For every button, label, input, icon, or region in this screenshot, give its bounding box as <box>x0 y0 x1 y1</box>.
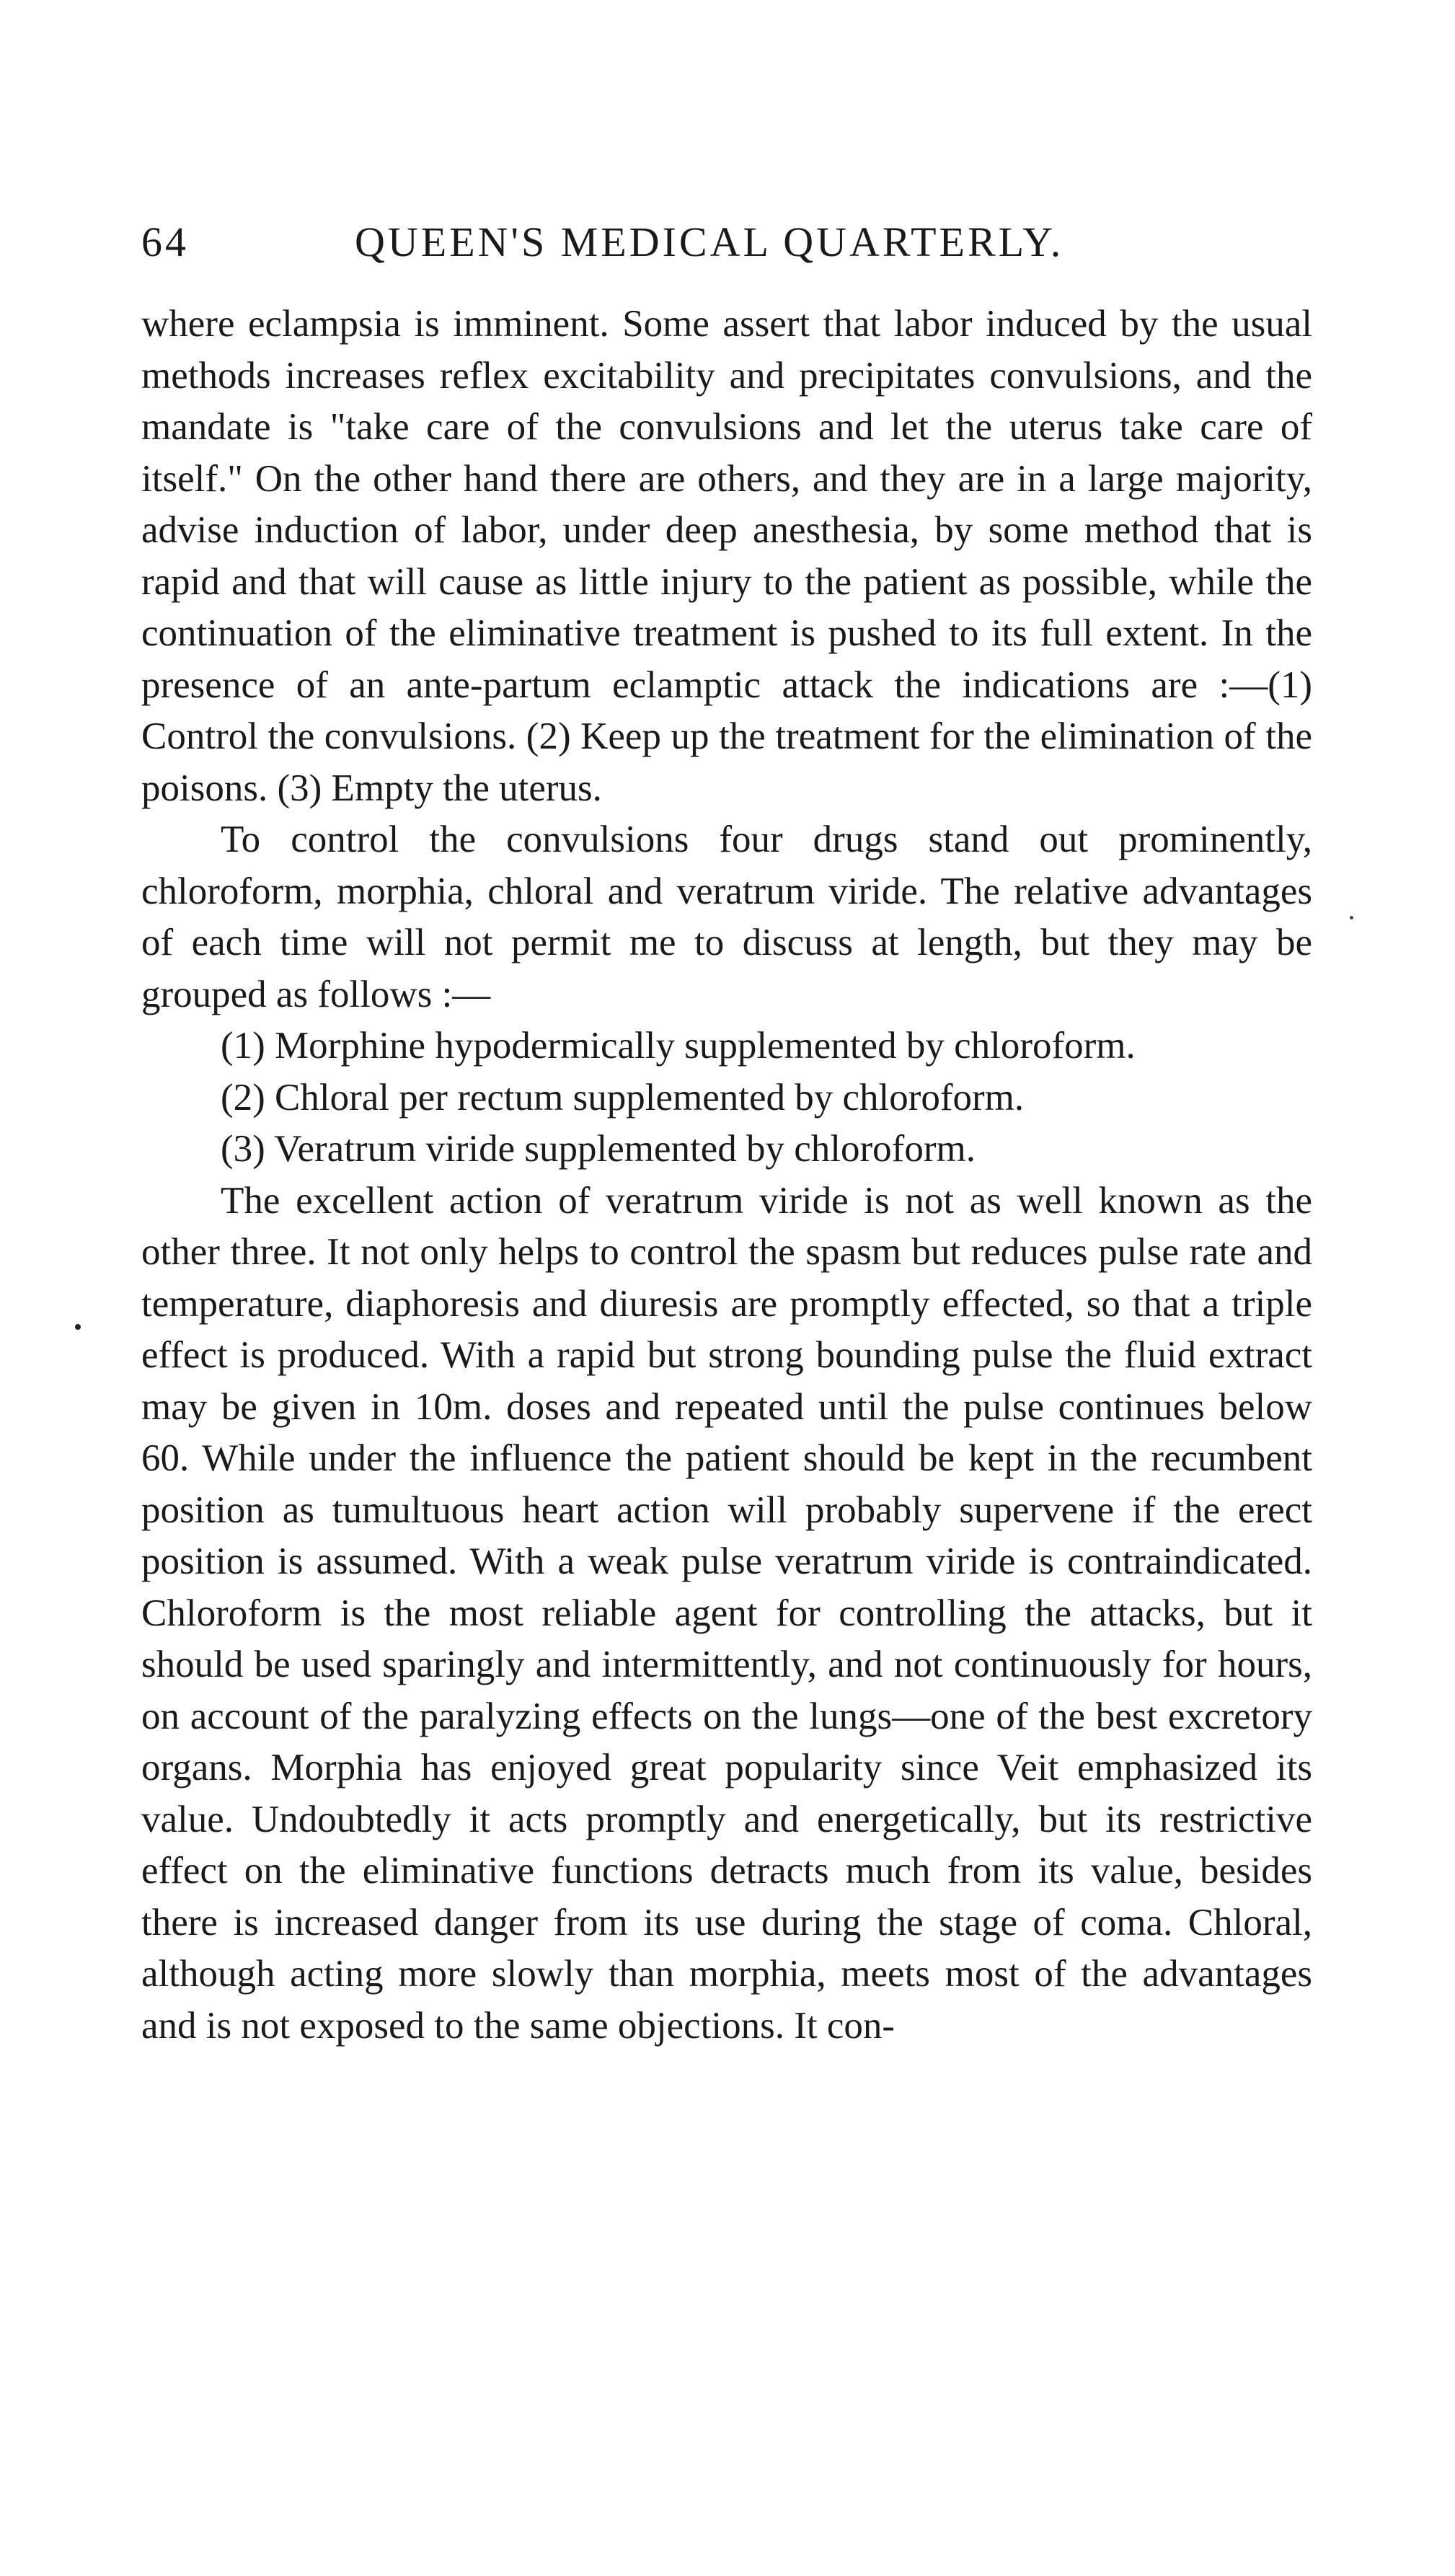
list-item: (2) Chloral per rectum supplemented by chloroform. <box>221 1076 1025 1119</box>
paragraph: where eclampsia is imminent. Some assert that labor induced by the usual methods increases reflex excitability and precipitates convulsions, and the mandate is "take care of the convulsions and let the uterus take care of itself." On the other hand there are others, and they are in a large majority, advise induction of labor, under deep anesthesia, by some method that is rapid and that will cause as little injury to the patient as possible, while the continuation of the eliminative treatment is pushed to its full extent. In the presence of an ante-partum eclamptic attack the indications are :—(1) Control the convulsions. (2) Keep up the treatment for the elimination of the poisons. (3) Empty the uterus. <box>141 303 1312 809</box>
page-number: 64 <box>141 219 189 265</box>
paragraph: The excellent action of veratrum viride is not as well known as the other three. It not only helps to control the spasm but reduces pulse rate and temperature, diaphoresis and diuresis are promptly effected, so that a triple effect is produced. With a rapid but strong bounding pulse the fluid extract may be given in 10m. doses and repeated until the pulse continues below 60. While under the influence the patient should be kept in the recumbent position as tumultuous heart action will probably supervene if the erect position is assumed. With a weak pulse veratrum viride is contraindicated. Chloroform is the most reliable agent for controlling the attacks, but it should be used sparingly and intermittently, and not continuously for hours, on account of the paralyzing effects on the lungs—one of the best excretory organs. Morphia has enjoyed great popularity since Veit emphasized its value. Undoubtedly it acts promptly and energetically, but its restrictive effect on the eliminative functions detracts much from its value, besides there is increased danger from its use during the stage of coma. Chloral, although acting more slowly than morphia, meets most of the advantages and is not exposed to the same objections. It con- <box>141 1179 1312 2047</box>
list-item: (3) Veratrum viride supplemented by chloroform. <box>221 1128 976 1170</box>
drug-group-list <box>141 1020 1312 1175</box>
running-head <box>141 213 1312 271</box>
journal-title: QUEEN'S MEDICAL QUARTERLY. <box>355 219 1064 265</box>
print-speck <box>1350 916 1353 919</box>
body-text <box>141 299 1312 2052</box>
paragraph: To control the convulsions four drugs stand out prominently, chloroform, morphia, chloral and veratrum viride. The relative advantages of each time will not permit me to discuss at length, but they may be grouped as follows :— <box>141 819 1312 1015</box>
print-speck <box>75 1324 81 1330</box>
list-item: (1) Morphine hypodermically supplemented by chloroform. <box>221 1025 1136 1067</box>
